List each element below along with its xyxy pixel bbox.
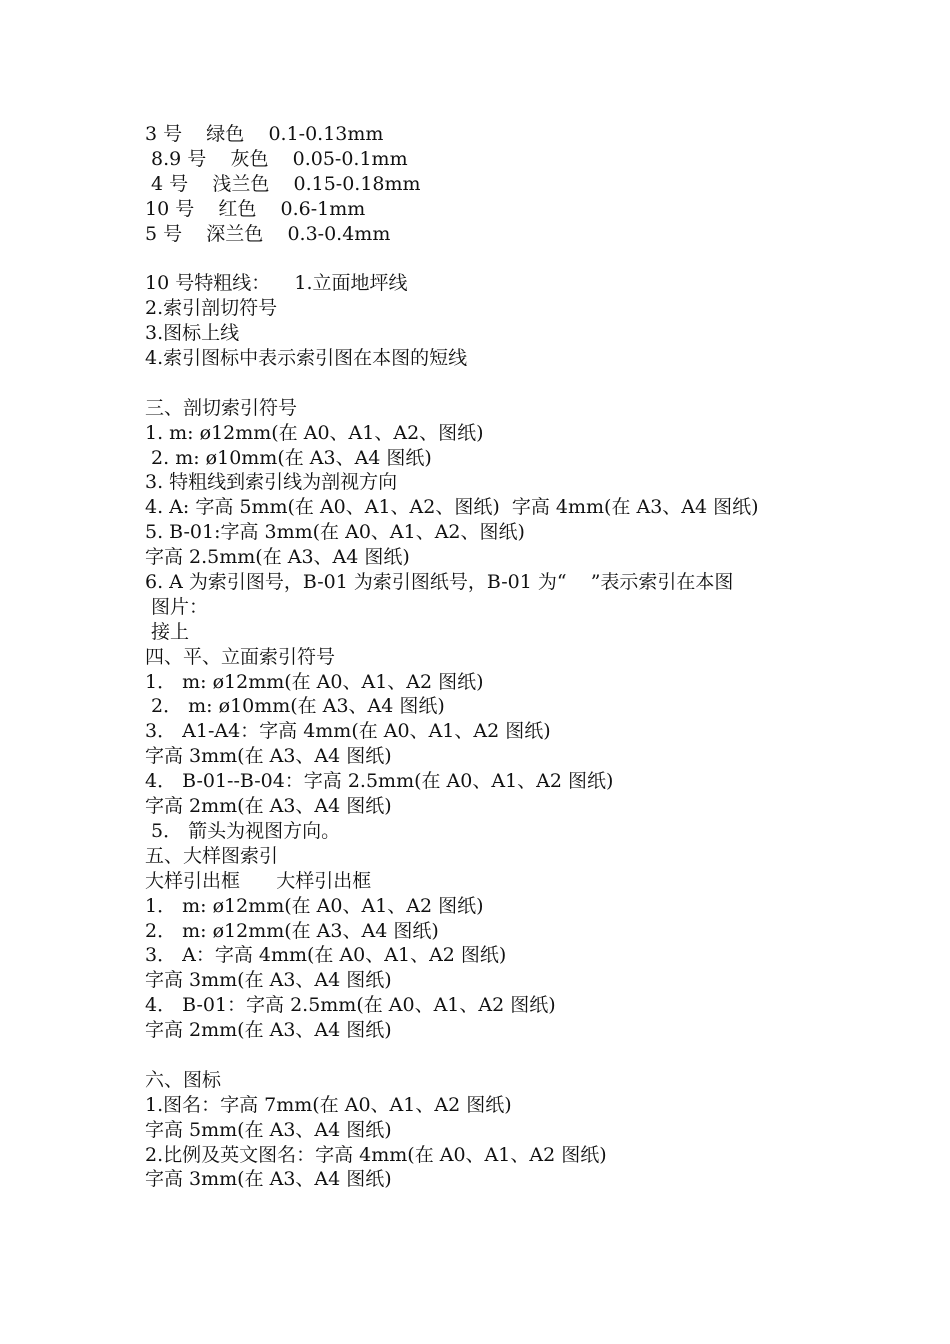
text-line: 6. A 为索引图号，B-01 为索引图纸号，B-01 为“ ”表示索引在本图 bbox=[145, 571, 734, 594]
text-line: 3． A：字高 4mm(在 A0、A1、A2 图纸) bbox=[145, 944, 507, 967]
text-line: 2.比例及英文图名：字高 4mm(在 A0、A1、A2 图纸) bbox=[145, 1143, 607, 1166]
text-line: 3 号 绿色 0.1-0.13mm bbox=[145, 123, 384, 145]
text-line: 接上 bbox=[145, 620, 190, 643]
text-line: 2． m: ø12mm(在 A3、A4 图纸) bbox=[145, 919, 439, 942]
text-line: 1． m: ø12mm(在 A0、A1、A2 图纸) bbox=[145, 894, 484, 917]
text-line: 8.9 号 灰色 0.05-0.1mm bbox=[145, 147, 408, 170]
section-heading: 六、图标 bbox=[145, 1068, 222, 1091]
text-line: 字高 2.5mm(在 A3、A4 图纸) bbox=[145, 546, 410, 569]
text-line: 2． m: ø10mm(在 A3、A4 图纸) bbox=[145, 695, 445, 718]
text-line: 1． m: ø12mm(在 A0、A1、A2 图纸) bbox=[145, 670, 484, 693]
text-line: 4． B-01--B-04：字高 2.5mm(在 A0、A1、A2 图纸) bbox=[145, 770, 614, 793]
document-body bbox=[145, 122, 825, 1192]
text-line: 字高 5mm(在 A3、A4 图纸) bbox=[145, 1118, 392, 1141]
text-line: 字高 3mm(在 A3、A4 图纸) bbox=[145, 745, 392, 768]
text-line: 5. B-01:字高 3mm(在 A0、A1、A2、图纸) bbox=[145, 521, 525, 544]
text-line: 4. A: 字高 5mm(在 A0、A1、A2、图纸) 字高 4mm(在 A3、A4 图纸) bbox=[145, 496, 759, 519]
text-line: 5． 箭头为视图方向。 bbox=[145, 819, 341, 842]
text-line: 2.索引剖切符号 bbox=[145, 297, 278, 320]
text-line: 3.图标上线 bbox=[145, 322, 240, 345]
text-line: 4 号 浅兰色 0.15-0.18mm bbox=[145, 172, 421, 195]
text-line: 1. m: ø12mm(在 A0、A1、A2、图纸) bbox=[145, 421, 484, 444]
text-line: 图片： bbox=[145, 595, 209, 618]
text-line: 10 号特粗线： 1.立面地坪线 bbox=[145, 272, 408, 295]
section-heading: 四、平、立面索引符号 bbox=[145, 645, 336, 668]
text-line: 10 号 红色 0.6-1mm bbox=[145, 197, 366, 220]
text-line: 1.图名：字高 7mm(在 A0、A1、A2 图纸) bbox=[145, 1093, 512, 1116]
text-line: 字高 3mm(在 A3、A4 图纸) bbox=[145, 969, 392, 992]
blank-line bbox=[145, 371, 825, 396]
text-line: 大样引出框 大样引出框 bbox=[145, 869, 372, 892]
blank-line bbox=[145, 1043, 825, 1068]
section-heading: 五、大样图索引 bbox=[145, 844, 279, 867]
blank-line bbox=[145, 246, 825, 271]
text-line: 字高 2mm(在 A3、A4 图纸) bbox=[145, 795, 392, 818]
text-line: 4． B-01：字高 2.5mm(在 A0、A1、A2 图纸) bbox=[145, 994, 556, 1017]
text-line: 字高 3mm(在 A3、A4 图纸) bbox=[145, 1168, 392, 1191]
text-line: 字高 2mm(在 A3、A4 图纸) bbox=[145, 1019, 392, 1042]
text-line: 3. 特粗线到索引线为剖视方向 bbox=[145, 471, 398, 494]
text-line: 3． A1-A4：字高 4mm(在 A0、A1、A2 图纸) bbox=[145, 720, 551, 743]
text-line: 2. m: ø10mm(在 A3、A4 图纸) bbox=[145, 446, 432, 469]
section-heading: 三、剖切索引符号 bbox=[145, 396, 298, 419]
text-line: 5 号 深兰色 0.3-0.4mm bbox=[145, 222, 391, 245]
text-line: 4.索引图标中表示索引图在本图的短线 bbox=[145, 347, 468, 370]
